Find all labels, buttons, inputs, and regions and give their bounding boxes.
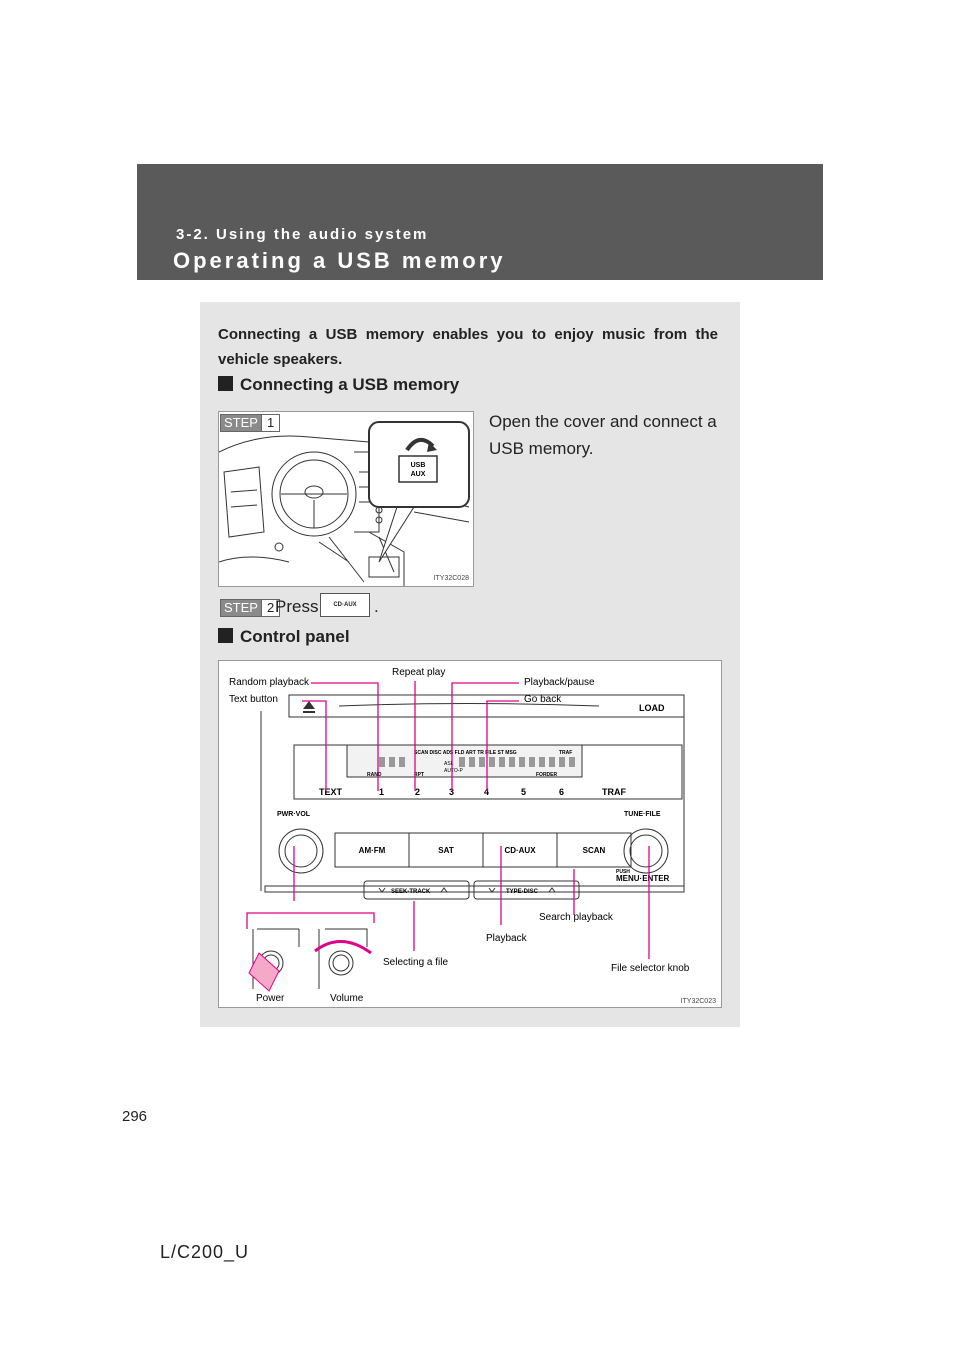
display-folder-text: FORDER <box>536 772 558 778</box>
pwr-vol-label: PWR·VOL <box>277 811 311 818</box>
scan-button: SCAN <box>582 846 606 855</box>
step-1-text: Open the cover and connect a USB memory. <box>489 412 717 458</box>
display-rand-text: RAND <box>367 772 382 778</box>
section-label: 3-2. Using the audio system <box>176 226 429 243</box>
subhead-connecting: Connecting a USB memory <box>218 375 459 395</box>
usb-label: USB <box>410 462 426 469</box>
subhead-control-panel: Control panel <box>218 627 350 647</box>
display-asl-text: ASL <box>444 761 454 767</box>
control-panel-illustration <box>219 661 721 1007</box>
preset-2: 2 <box>415 787 421 797</box>
cd-aux-button-icon: CD·AUX <box>320 593 370 617</box>
page-title: Operating a USB memory <box>173 248 506 273</box>
text-button: TEXT <box>319 787 343 797</box>
figure-id: ITY32C028 <box>433 575 469 582</box>
aux-label: AUX <box>410 471 426 478</box>
label-volume: Volume <box>330 993 364 1004</box>
seek-track-label: SEEK·TRACK <box>391 889 431 895</box>
square-bullet-icon <box>218 628 233 643</box>
traf-button: TRAF <box>602 787 626 797</box>
dashboard-figure <box>218 411 474 587</box>
preset-4: 4 <box>484 787 490 797</box>
cd-aux-button: CD·AUX <box>504 846 536 855</box>
eject-icon <box>303 701 315 709</box>
step-2-period: . <box>374 597 379 616</box>
preset-6: 6 <box>559 787 565 797</box>
display-top-text: SCAN DISC ADS FLD ART TR FILE ST MSG <box>414 750 517 756</box>
step-1-badge: STEP 1 <box>220 414 280 432</box>
load-label: LOAD <box>639 703 665 713</box>
model-code: L/C200_U <box>160 1242 250 1262</box>
tune-file-label: TUNE·FILE <box>624 811 661 818</box>
step-2-text: Press <box>275 597 319 616</box>
label-playback: Playback <box>486 933 527 944</box>
figure-id: ITY32C023 <box>680 998 716 1005</box>
control-panel-figure <box>218 660 722 1008</box>
preset-3: 3 <box>449 787 455 797</box>
label-selecting-a-file: Selecting a file <box>383 957 449 968</box>
page-number: 296 <box>122 1108 148 1125</box>
display-rpt-text: RPT <box>414 772 424 778</box>
am-fm-button: AM·FM <box>358 846 386 855</box>
sat-button: SAT <box>438 846 454 855</box>
label-go-back: Go back <box>524 694 562 705</box>
label-playback-pause: Playback/pause <box>524 677 595 688</box>
label-repeat-play: Repeat play <box>392 667 446 678</box>
intro-text: Connecting a USB memory enables you to enjoy music from the vehicle speakers. <box>218 326 718 368</box>
push-label: PUSH <box>616 869 630 875</box>
preset-5: 5 <box>521 787 527 797</box>
label-search-playback: Search playback <box>539 912 613 923</box>
label-file-selector-knob: File selector knob <box>611 963 690 974</box>
type-disc-label: TYPE·DISC <box>506 889 539 895</box>
label-random-playback: Random playback <box>229 677 310 688</box>
display-traf-text: TRAF <box>559 750 573 756</box>
square-bullet-icon <box>218 376 233 391</box>
label-power: Power <box>256 993 285 1004</box>
preset-1: 1 <box>379 787 385 797</box>
label-text-button: Text button <box>229 694 278 705</box>
step-2-badge: STEP 2 <box>220 599 280 617</box>
display-autop-text: AUTO-P <box>444 768 463 774</box>
dashboard-illustration <box>219 412 473 586</box>
menu-enter-label: MENU·ENTER <box>616 874 670 883</box>
